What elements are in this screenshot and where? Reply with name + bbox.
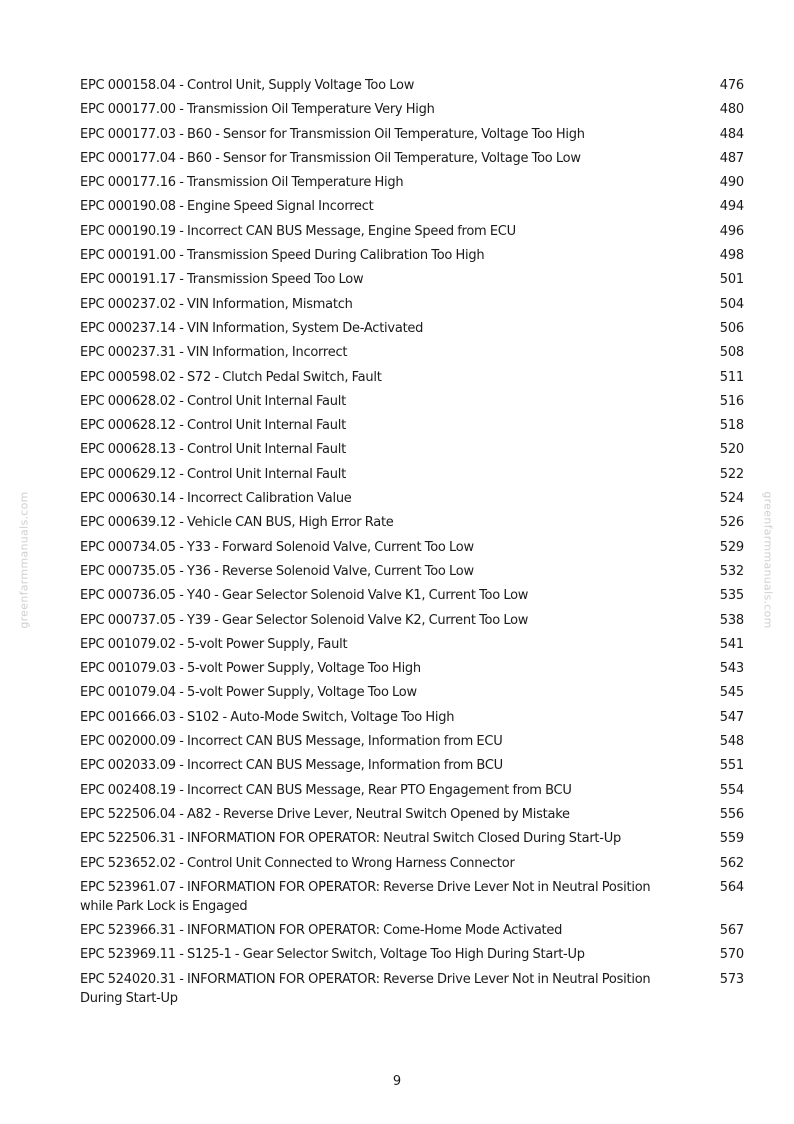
toc-entry[interactable]: [80, 708, 744, 727]
toc-entry-page-number: 506: [719, 320, 744, 336]
toc-entry[interactable]: [80, 781, 744, 800]
toc-entry[interactable]: [80, 76, 744, 95]
toc-entry-page-number: 498: [719, 248, 744, 264]
toc-entry-title: EPC 000737.05 - Y39 - Gear Selector Solenoid Valve K2, Current Too Low: [80, 612, 529, 628]
toc-entry-title: EPC 000237.31 - VIN Information, Incorrect: [80, 345, 348, 361]
toc-entry-page-number: 573: [719, 971, 744, 987]
toc-entry-page-number: 532: [719, 563, 744, 579]
toc-entry-title: EPC 002000.09 - Incorrect CAN BUS Message, Information from ECU: [80, 734, 503, 750]
toc-entry[interactable]: [80, 295, 744, 314]
toc-entry-title: EPC 000237.02 - VIN Information, Mismatch: [80, 296, 353, 312]
toc-entry-title: EPC 523966.31 - INFORMATION FOR OPERATOR: Come-Home Mode Activated: [80, 923, 563, 939]
toc-entry[interactable]: [80, 368, 744, 387]
toc-entry-title: EPC 001079.04 - 5-volt Power Supply, Voltage Too Low: [80, 685, 417, 701]
toc-entry-page-number: 538: [719, 612, 744, 628]
toc-entry-title: EPC 000639.12 - Vehicle CAN BUS, High Error Rate: [80, 515, 394, 531]
toc-entry-title: EPC 000628.02 - Control Unit Internal Fault: [80, 393, 346, 409]
toc-entry-page-number: 490: [719, 175, 744, 191]
toc-entry[interactable]: [80, 659, 744, 678]
toc-entry-page-number: 541: [719, 636, 744, 652]
toc-entry-page-number: 516: [719, 393, 744, 409]
toc-entry-page-number: 567: [719, 923, 744, 939]
toc-entry[interactable]: [80, 732, 744, 751]
toc-entry-page-number: 484: [719, 126, 744, 142]
toc-entry[interactable]: [80, 465, 744, 484]
toc-entry-title: EPC 001079.02 - 5-volt Power Supply, Fault: [80, 636, 348, 652]
toc-entry[interactable]: [80, 878, 744, 916]
toc-entry-title: EPC 000177.00 - Transmission Oil Temperature Very High: [80, 102, 435, 118]
toc-entry[interactable]: [80, 149, 744, 168]
toc-entry-title: EPC 000629.12 - Control Unit Internal Fault: [80, 466, 346, 482]
toc-entry-page-number: 524: [719, 491, 744, 507]
toc-entry-title: EPC 000191.17 - Transmission Speed Too Low: [80, 272, 364, 288]
toc-entry[interactable]: [80, 270, 744, 289]
toc-entry-page-number: 556: [719, 806, 744, 822]
toc-entry[interactable]: [80, 173, 744, 192]
toc-entry-page-number: 559: [719, 831, 744, 847]
toc-entry-title: EPC 000177.04 - B60 - Sensor for Transmission Oil Temperature, Voltage Too Low: [80, 150, 581, 166]
toc-entry-title: EPC 522506.04 - A82 - Reverse Drive Lever, Neutral Switch Opened by Mistake: [80, 806, 570, 822]
toc-entry-title: EPC 000736.05 - Y40 - Gear Selector Solenoid Valve K1, Current Too Low: [80, 588, 529, 604]
toc-entry-title: EPC 001666.03 - S102 - Auto-Mode Switch, Voltage Too High: [80, 709, 455, 725]
toc-entry-page-number: 564: [719, 879, 744, 895]
toc-entry-page-number: 487: [719, 150, 744, 166]
toc-entry-title: EPC 523652.02 - Control Unit Connected to Wrong Harness Connector: [80, 855, 515, 871]
toc-entry[interactable]: [80, 970, 744, 1008]
toc-entry-title: EPC 524020.31 - INFORMATION FOR OPERATOR: Reverse Drive Lever Not in Neutral Position During Start-Up: [80, 971, 651, 1006]
toc-entry-page-number: 504: [719, 296, 744, 312]
toc-entry[interactable]: [80, 319, 744, 338]
toc-entry-title: EPC 002408.19 - Incorrect CAN BUS Message, Rear PTO Engagement from BCU: [80, 782, 572, 798]
toc-entry-title: EPC 000628.12 - Control Unit Internal Fault: [80, 418, 346, 434]
toc-entry[interactable]: [80, 756, 744, 775]
toc-entry-page-number: 480: [719, 102, 744, 118]
toc-entry[interactable]: [80, 586, 744, 605]
toc-entry-title: EPC 000190.19 - Incorrect CAN BUS Message, Engine Speed from ECU: [80, 223, 516, 239]
toc-entry-title: EPC 000177.03 - B60 - Sensor for Transmission Oil Temperature, Voltage Too High: [80, 126, 585, 142]
toc-entry[interactable]: [80, 489, 744, 508]
toc-entry[interactable]: [80, 562, 744, 581]
toc-entry-title: EPC 000630.14 - Incorrect Calibration Value: [80, 491, 352, 507]
toc-entry-title: EPC 523961.07 - INFORMATION FOR OPERATOR: Reverse Drive Lever Not in Neutral Position while Park Lock is Engaged: [80, 879, 651, 914]
toc-entry-title: EPC 000158.04 - Control Unit, Supply Voltage Too Low: [80, 78, 415, 93]
toc-entry-page-number: 522: [719, 466, 744, 482]
toc-entry[interactable]: [80, 921, 744, 940]
toc-entry-page-number: 548: [719, 734, 744, 750]
toc-entry[interactable]: [80, 611, 744, 630]
watermark-left: greenfarmmanuals.com: [17, 491, 31, 629]
page-number: 9: [392, 1074, 402, 1089]
toc-entry[interactable]: [80, 343, 744, 362]
toc-entry[interactable]: [80, 125, 744, 144]
toc-entry-page-number: 562: [719, 855, 744, 871]
toc-entry-page-number: 501: [719, 272, 744, 288]
toc-entry-page-number: 570: [719, 947, 744, 963]
toc-entry-title: EPC 000237.14 - VIN Information, System De-Activated: [80, 320, 424, 336]
toc-entry-page-number: 494: [719, 199, 744, 215]
toc-entry[interactable]: [80, 513, 744, 532]
toc-entry-page-number: 518: [719, 418, 744, 434]
toc-entry-title: EPC 000190.08 - Engine Speed Signal Incorrect: [80, 199, 374, 215]
toc-entry[interactable]: [80, 829, 744, 848]
toc-entry-title: EPC 000628.13 - Control Unit Internal Fault: [80, 442, 346, 458]
toc-entry[interactable]: [80, 222, 744, 241]
toc-entry[interactable]: [80, 392, 744, 411]
toc-entry-page-number: 526: [719, 515, 744, 531]
toc-entry-title: EPC 523969.11 - S125-1 - Gear Selector Switch, Voltage Too High During Start-Up: [80, 947, 585, 963]
toc-entry[interactable]: [80, 805, 744, 824]
toc-entry[interactable]: [80, 683, 744, 702]
toc-entry[interactable]: [80, 538, 744, 557]
table-of-contents: [80, 76, 744, 1013]
toc-entry-page-number: 535: [719, 588, 744, 604]
toc-entry-title: EPC 000191.00 - Transmission Speed During Calibration Too High: [80, 248, 485, 264]
toc-entry[interactable]: [80, 945, 744, 964]
toc-entry-page-number: 511: [719, 369, 744, 385]
toc-entry[interactable]: [80, 440, 744, 459]
toc-entry[interactable]: [80, 100, 744, 119]
watermark-right: greenfarmmanuals.com: [761, 491, 775, 629]
toc-entry-page-number: 554: [719, 782, 744, 798]
toc-entry-title: EPC 000734.05 - Y33 - Forward Solenoid Valve, Current Too Low: [80, 539, 474, 555]
toc-entry[interactable]: [80, 635, 744, 654]
toc-entry-page-number: 547: [719, 709, 744, 725]
toc-entry[interactable]: [80, 854, 744, 873]
toc-entry-page-number: 545: [719, 685, 744, 701]
toc-entry-page-number: 529: [719, 539, 744, 555]
toc-entry-page-number: 551: [719, 758, 744, 774]
toc-entry-title: EPC 002033.09 - Incorrect CAN BUS Message, Information from BCU: [80, 758, 503, 774]
toc-entry[interactable]: [80, 246, 744, 265]
toc-entry[interactable]: [80, 197, 744, 216]
toc-entry-title: EPC 000177.16 - Transmission Oil Temperature High: [80, 175, 404, 191]
toc-entry-page-number: 543: [719, 661, 744, 677]
toc-entry-title: EPC 522506.31 - INFORMATION FOR OPERATOR: Neutral Switch Closed During Start-Up: [80, 831, 621, 847]
toc-entry[interactable]: [80, 416, 744, 435]
toc-entry-title: EPC 000598.02 - S72 - Clutch Pedal Switch, Fault: [80, 369, 382, 385]
toc-entry-title: EPC 000735.05 - Y36 - Reverse Solenoid Valve, Current Too Low: [80, 563, 474, 579]
toc-entry-page-number: 476: [719, 78, 744, 93]
toc-entry-page-number: 520: [719, 442, 744, 458]
toc-entry-page-number: 508: [719, 345, 744, 361]
toc-entry-page-number: 496: [719, 223, 744, 239]
toc-entry-title: EPC 001079.03 - 5-volt Power Supply, Voltage Too High: [80, 661, 421, 677]
